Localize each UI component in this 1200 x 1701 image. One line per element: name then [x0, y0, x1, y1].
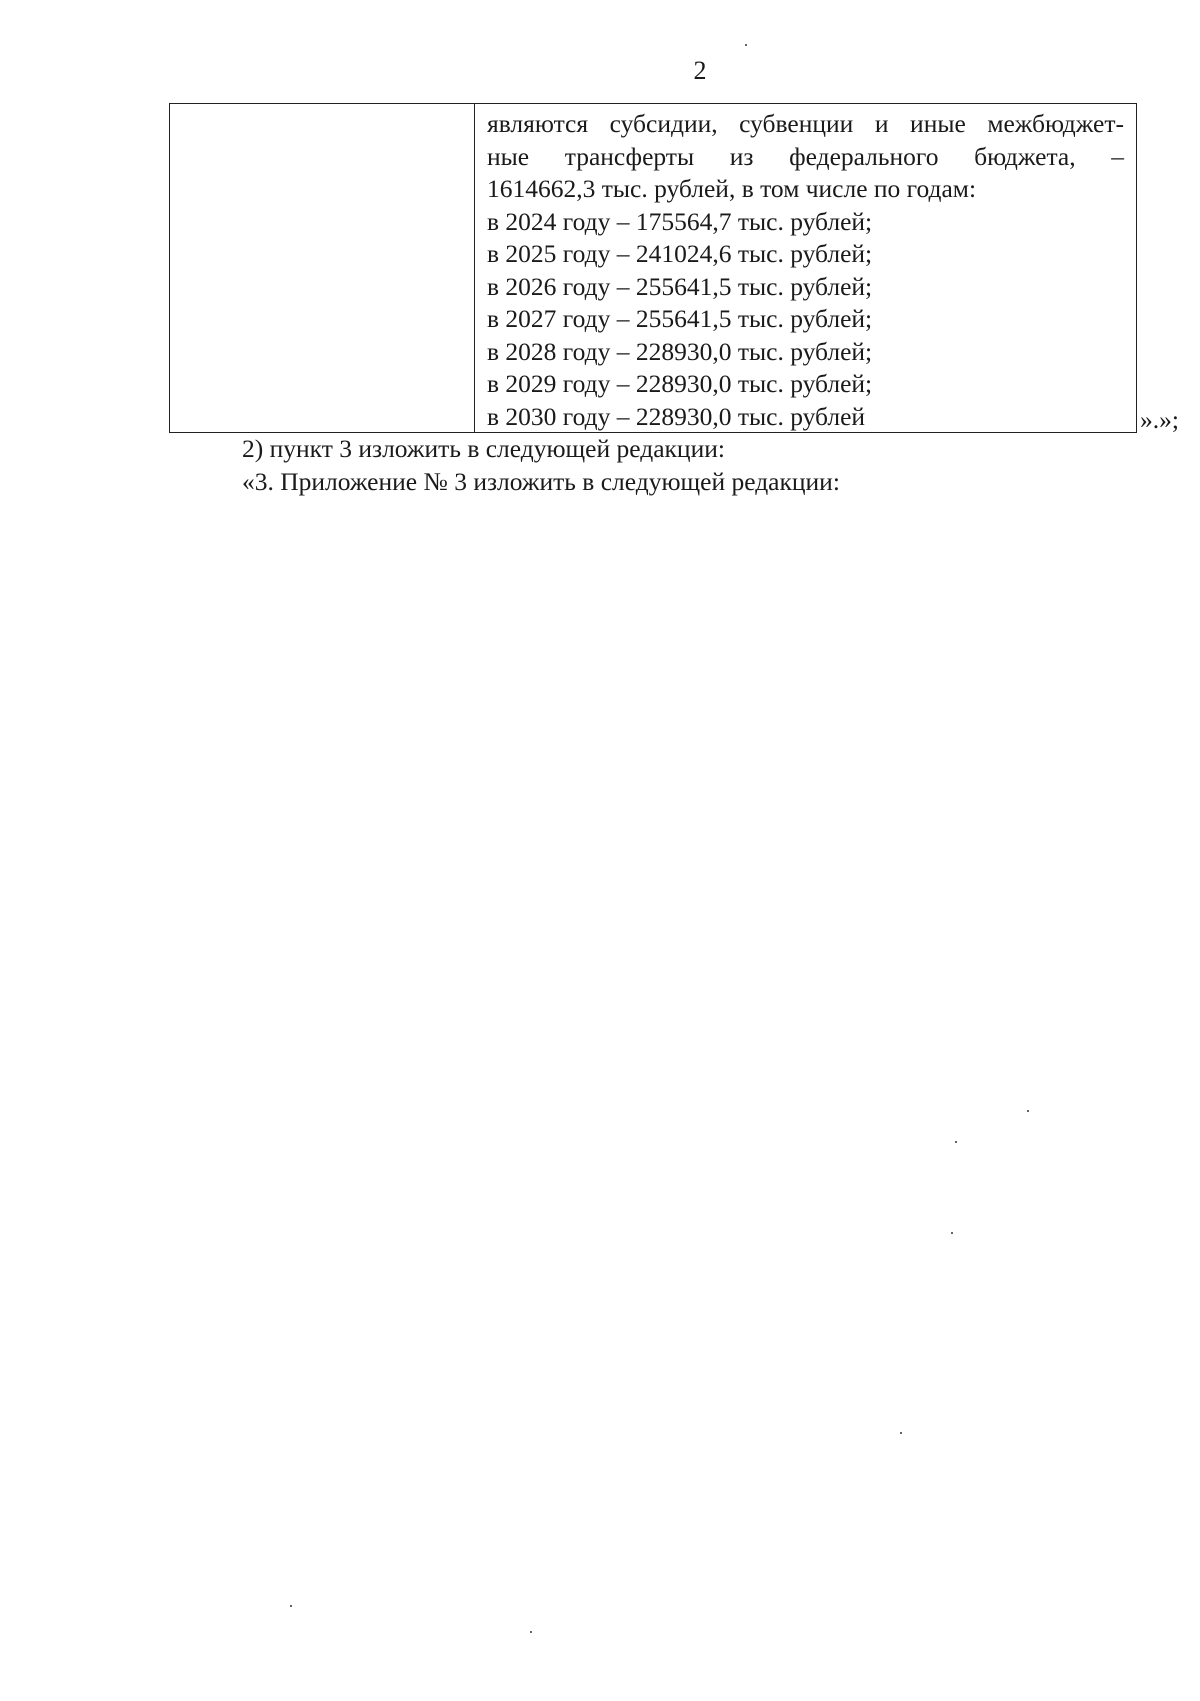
table-line: в 2030 году – 228930,0 тыс. рублей — [487, 401, 866, 431]
table-cell-right — [475, 104, 1136, 432]
scan-speck — [1027, 1110, 1029, 1112]
paragraph-item-2: 2) пункт 3 изложить в следующей редакции: — [242, 434, 725, 463]
page-number: 2 — [693, 56, 707, 85]
table-line: в 2027 году – 255641,5 тыс. рублей; — [487, 304, 873, 333]
funding-table — [169, 103, 1137, 433]
table-line: в 2026 году – 255641,5 тыс. рублей; — [487, 271, 873, 301]
scan-speck — [900, 1432, 902, 1434]
scan-speck — [745, 44, 747, 46]
table-line: 1614662,3 тыс. рублей, в том числе по годам: — [487, 174, 977, 203]
table-line: в 2029 году – 228930,0 тыс. рублей; — [487, 369, 873, 398]
paragraph-appendix-3: «3. Приложение № 3 изложить в следующей редакции: — [242, 467, 840, 496]
scan-speck — [530, 1631, 532, 1633]
table-cell-left — [170, 104, 475, 432]
table-line: в 2028 году – 228930,0 тыс. рублей; — [487, 336, 873, 366]
table-line: в 2024 году – 175564,7 тыс. рублей; — [487, 206, 873, 236]
scan-speck — [290, 1605, 292, 1607]
closing-quote: ».»; — [1140, 405, 1179, 434]
table-line: ные трансферты из федерального бюджета, – — [487, 141, 1124, 171]
table-line: в 2025 году – 241024,6 тыс. рублей; — [487, 239, 873, 268]
scan-speck — [951, 1232, 953, 1234]
table-line: являются субсидии, субвенции и иные межбюджет- — [487, 109, 1124, 138]
scan-speck — [955, 1141, 957, 1143]
